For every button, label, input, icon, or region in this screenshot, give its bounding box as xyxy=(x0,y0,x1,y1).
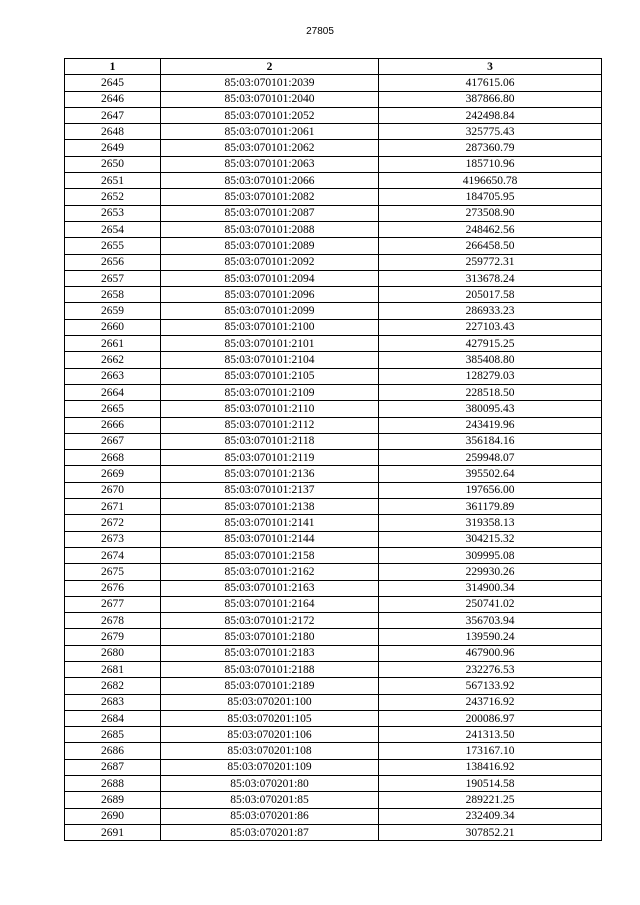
value-cell: 289221.25 xyxy=(379,792,602,808)
row-number-cell: 2653 xyxy=(65,205,161,221)
value-cell: 229930.26 xyxy=(379,564,602,580)
table-row xyxy=(65,531,602,547)
row-number-cell: 2665 xyxy=(65,401,161,417)
table-body xyxy=(65,75,602,841)
cadastral-number-cell: 85:03:070201:106 xyxy=(161,727,379,743)
column-header-cadastral-number: 2 xyxy=(161,59,379,75)
value-cell: 286933.23 xyxy=(379,303,602,319)
value-cell: 361179.89 xyxy=(379,499,602,515)
table-row xyxy=(65,808,602,824)
cadastral-number-cell: 85:03:070101:2112 xyxy=(161,417,379,433)
data-table xyxy=(64,58,602,841)
value-cell: 205017.58 xyxy=(379,287,602,303)
value-cell: 232276.53 xyxy=(379,661,602,677)
row-number-cell: 2679 xyxy=(65,629,161,645)
row-number-cell: 2683 xyxy=(65,694,161,710)
page-number: 27805 xyxy=(306,26,334,37)
value-cell: 200086.97 xyxy=(379,710,602,726)
table-row xyxy=(65,205,602,221)
table-row xyxy=(65,433,602,449)
row-number-cell: 2680 xyxy=(65,645,161,661)
cadastral-number-cell: 85:03:070101:2172 xyxy=(161,613,379,629)
table-row xyxy=(65,254,602,270)
cadastral-number-cell: 85:03:070101:2141 xyxy=(161,515,379,531)
value-cell: 356703.94 xyxy=(379,613,602,629)
table-row xyxy=(65,824,602,840)
table-row xyxy=(65,336,602,352)
value-cell: 307852.21 xyxy=(379,824,602,840)
cadastral-number-cell: 85:03:070101:2099 xyxy=(161,303,379,319)
row-number-cell: 2668 xyxy=(65,450,161,466)
table-row xyxy=(65,173,602,189)
table-row xyxy=(65,596,602,612)
table-row xyxy=(65,499,602,515)
table-row xyxy=(65,580,602,596)
value-cell: 467900.96 xyxy=(379,645,602,661)
row-number-cell: 2667 xyxy=(65,433,161,449)
table-row xyxy=(65,450,602,466)
cadastral-number-cell: 85:03:070101:2066 xyxy=(161,173,379,189)
value-cell: 309995.08 xyxy=(379,547,602,563)
value-cell: 273508.90 xyxy=(379,205,602,221)
row-number-cell: 2661 xyxy=(65,336,161,352)
column-header-number: 1 xyxy=(65,59,161,75)
table-row xyxy=(65,124,602,140)
cadastral-number-cell: 85:03:070101:2052 xyxy=(161,107,379,123)
cadastral-number-cell: 85:03:070101:2089 xyxy=(161,238,379,254)
row-number-cell: 2691 xyxy=(65,824,161,840)
cadastral-number-cell: 85:03:070101:2094 xyxy=(161,270,379,286)
value-cell: 197656.00 xyxy=(379,482,602,498)
row-number-cell: 2648 xyxy=(65,124,161,140)
table-row xyxy=(65,384,602,400)
row-number-cell: 2681 xyxy=(65,661,161,677)
table-row xyxy=(65,401,602,417)
cadastral-number-cell: 85:03:070101:2040 xyxy=(161,91,379,107)
table-row xyxy=(65,287,602,303)
cadastral-number-cell: 85:03:070101:2180 xyxy=(161,629,379,645)
cadastral-number-cell: 85:03:070201:100 xyxy=(161,694,379,710)
table-row xyxy=(65,75,602,91)
row-number-cell: 2688 xyxy=(65,776,161,792)
row-number-cell: 2655 xyxy=(65,238,161,254)
value-cell: 314900.34 xyxy=(379,580,602,596)
cadastral-number-cell: 85:03:070101:2061 xyxy=(161,124,379,140)
cadastral-number-cell: 85:03:070101:2118 xyxy=(161,433,379,449)
value-cell: 380095.43 xyxy=(379,401,602,417)
cadastral-number-cell: 85:03:070101:2189 xyxy=(161,678,379,694)
value-cell: 173167.10 xyxy=(379,743,602,759)
table-row xyxy=(65,319,602,335)
value-cell: 228518.50 xyxy=(379,384,602,400)
row-number-cell: 2682 xyxy=(65,678,161,694)
cadastral-number-cell: 85:03:070201:86 xyxy=(161,808,379,824)
value-cell: 185710.96 xyxy=(379,156,602,172)
table-row xyxy=(65,629,602,645)
value-cell: 385408.80 xyxy=(379,352,602,368)
cadastral-number-cell: 85:03:070101:2144 xyxy=(161,531,379,547)
table-row xyxy=(65,303,602,319)
table-row xyxy=(65,368,602,384)
cadastral-number-cell: 85:03:070101:2158 xyxy=(161,547,379,563)
value-cell: 287360.79 xyxy=(379,140,602,156)
row-number-cell: 2675 xyxy=(65,564,161,580)
table-row xyxy=(65,678,602,694)
row-number-cell: 2646 xyxy=(65,91,161,107)
table-row xyxy=(65,613,602,629)
cadastral-number-cell: 85:03:070101:2163 xyxy=(161,580,379,596)
value-cell: 139590.24 xyxy=(379,629,602,645)
cadastral-number-cell: 85:03:070101:2082 xyxy=(161,189,379,205)
row-number-cell: 2676 xyxy=(65,580,161,596)
cadastral-number-cell: 85:03:070101:2087 xyxy=(161,205,379,221)
table-row xyxy=(65,776,602,792)
row-number-cell: 2651 xyxy=(65,173,161,189)
value-cell: 241313.50 xyxy=(379,727,602,743)
value-cell: 250741.02 xyxy=(379,596,602,612)
cadastral-number-cell: 85:03:070101:2162 xyxy=(161,564,379,580)
cadastral-number-cell: 85:03:070101:2039 xyxy=(161,75,379,91)
value-cell: 128279.03 xyxy=(379,368,602,384)
row-number-cell: 2672 xyxy=(65,515,161,531)
cadastral-number-cell: 85:03:070101:2096 xyxy=(161,287,379,303)
table-row xyxy=(65,694,602,710)
value-cell: 259772.31 xyxy=(379,254,602,270)
row-number-cell: 2659 xyxy=(65,303,161,319)
row-number-cell: 2650 xyxy=(65,156,161,172)
row-number-cell: 2685 xyxy=(65,727,161,743)
row-number-cell: 2658 xyxy=(65,287,161,303)
cadastral-number-cell: 85:03:070201:105 xyxy=(161,710,379,726)
cadastral-number-cell: 85:03:070101:2164 xyxy=(161,596,379,612)
value-cell: 356184.16 xyxy=(379,433,602,449)
value-cell: 4196650.78 xyxy=(379,173,602,189)
row-number-cell: 2669 xyxy=(65,466,161,482)
value-cell: 248462.56 xyxy=(379,221,602,237)
cadastral-number-cell: 85:03:070101:2101 xyxy=(161,336,379,352)
value-cell: 184705.95 xyxy=(379,189,602,205)
table-row xyxy=(65,727,602,743)
row-number-cell: 2670 xyxy=(65,482,161,498)
row-number-cell: 2690 xyxy=(65,808,161,824)
value-cell: 138416.92 xyxy=(379,759,602,775)
cadastral-number-cell: 85:03:070101:2188 xyxy=(161,661,379,677)
value-cell: 417615.06 xyxy=(379,75,602,91)
table-row xyxy=(65,661,602,677)
value-cell: 190514.58 xyxy=(379,776,602,792)
value-cell: 427915.25 xyxy=(379,336,602,352)
value-cell: 232409.34 xyxy=(379,808,602,824)
table-row xyxy=(65,417,602,433)
cadastral-number-cell: 85:03:070101:2119 xyxy=(161,450,379,466)
row-number-cell: 2645 xyxy=(65,75,161,91)
row-number-cell: 2652 xyxy=(65,189,161,205)
table-row xyxy=(65,189,602,205)
table-row xyxy=(65,107,602,123)
row-number-cell: 2662 xyxy=(65,352,161,368)
value-cell: 387866.80 xyxy=(379,91,602,107)
cadastral-number-cell: 85:03:070101:2110 xyxy=(161,401,379,417)
row-number-cell: 2678 xyxy=(65,613,161,629)
cadastral-number-cell: 85:03:070101:2109 xyxy=(161,384,379,400)
value-cell: 325775.43 xyxy=(379,124,602,140)
cadastral-number-cell: 85:03:070201:109 xyxy=(161,759,379,775)
cadastral-number-cell: 85:03:070201:108 xyxy=(161,743,379,759)
value-cell: 227103.43 xyxy=(379,319,602,335)
row-number-cell: 2656 xyxy=(65,254,161,270)
cadastral-number-cell: 85:03:070101:2062 xyxy=(161,140,379,156)
row-number-cell: 2684 xyxy=(65,710,161,726)
cadastral-number-cell: 85:03:070101:2088 xyxy=(161,221,379,237)
table-row xyxy=(65,564,602,580)
table-row xyxy=(65,515,602,531)
value-cell: 313678.24 xyxy=(379,270,602,286)
cadastral-number-cell: 85:03:070101:2100 xyxy=(161,319,379,335)
cadastral-number-cell: 85:03:070101:2136 xyxy=(161,466,379,482)
value-cell: 319358.13 xyxy=(379,515,602,531)
table-row xyxy=(65,140,602,156)
table-row xyxy=(65,270,602,286)
value-cell: 243716.92 xyxy=(379,694,602,710)
value-cell: 242498.84 xyxy=(379,107,602,123)
table-row xyxy=(65,759,602,775)
cadastral-number-cell: 85:03:070101:2137 xyxy=(161,482,379,498)
cadastral-number-cell: 85:03:070101:2105 xyxy=(161,368,379,384)
cadastral-number-cell: 85:03:070201:80 xyxy=(161,776,379,792)
cadastral-number-cell: 85:03:070101:2138 xyxy=(161,499,379,515)
row-number-cell: 2666 xyxy=(65,417,161,433)
value-cell: 259948.07 xyxy=(379,450,602,466)
table-row xyxy=(65,645,602,661)
table-row xyxy=(65,238,602,254)
cadastral-number-cell: 85:03:070201:87 xyxy=(161,824,379,840)
table-row xyxy=(65,91,602,107)
cadastral-number-cell: 85:03:070101:2063 xyxy=(161,156,379,172)
row-number-cell: 2654 xyxy=(65,221,161,237)
cadastral-number-cell: 85:03:070101:2183 xyxy=(161,645,379,661)
row-number-cell: 2657 xyxy=(65,270,161,286)
row-number-cell: 2689 xyxy=(65,792,161,808)
value-cell: 395502.64 xyxy=(379,466,602,482)
cadastral-number-cell: 85:03:070101:2104 xyxy=(161,352,379,368)
value-cell: 304215.32 xyxy=(379,531,602,547)
table-row xyxy=(65,792,602,808)
cadastral-number-cell: 85:03:070101:2092 xyxy=(161,254,379,270)
table-row xyxy=(65,482,602,498)
table-row xyxy=(65,743,602,759)
value-cell: 243419.96 xyxy=(379,417,602,433)
row-number-cell: 2673 xyxy=(65,531,161,547)
row-number-cell: 2687 xyxy=(65,759,161,775)
cadastral-number-cell: 85:03:070201:85 xyxy=(161,792,379,808)
row-number-cell: 2664 xyxy=(65,384,161,400)
row-number-cell: 2686 xyxy=(65,743,161,759)
row-number-cell: 2671 xyxy=(65,499,161,515)
table-row xyxy=(65,466,602,482)
table-row xyxy=(65,352,602,368)
value-cell: 266458.50 xyxy=(379,238,602,254)
value-cell: 567133.92 xyxy=(379,678,602,694)
table-row xyxy=(65,710,602,726)
row-number-cell: 2660 xyxy=(65,319,161,335)
row-number-cell: 2649 xyxy=(65,140,161,156)
column-header-value: 3 xyxy=(379,59,602,75)
table-header-row xyxy=(65,59,602,75)
row-number-cell: 2647 xyxy=(65,107,161,123)
table-row xyxy=(65,156,602,172)
table-row xyxy=(65,547,602,563)
row-number-cell: 2663 xyxy=(65,368,161,384)
row-number-cell: 2677 xyxy=(65,596,161,612)
row-number-cell: 2674 xyxy=(65,547,161,563)
table-row xyxy=(65,221,602,237)
